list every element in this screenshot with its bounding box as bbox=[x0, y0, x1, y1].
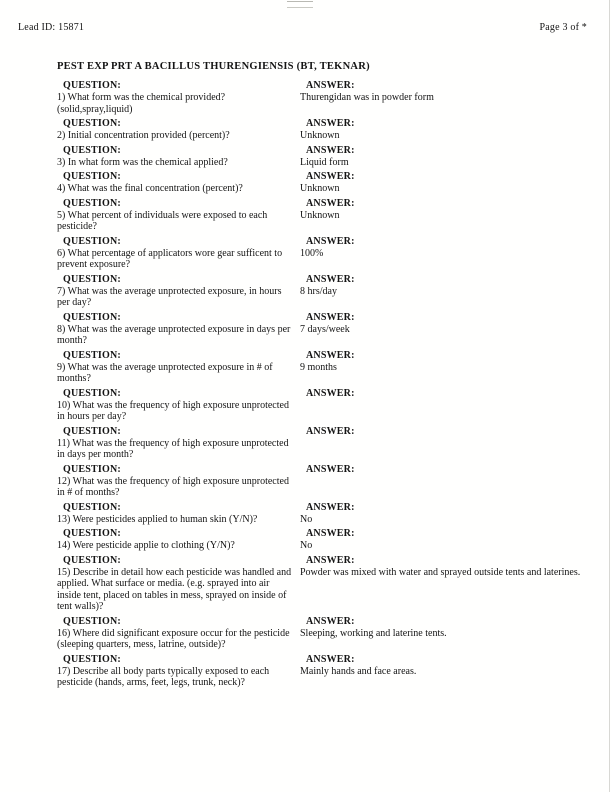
question-label: QUESTION: bbox=[63, 554, 121, 566]
answer-label: ANSWER: bbox=[306, 118, 355, 129]
question-label: QUESTION: bbox=[63, 653, 121, 665]
answer-label: ANSWER: bbox=[306, 80, 355, 91]
question-text: 10) What was the frequency of high exposure unprotected in hours per day? bbox=[57, 399, 289, 422]
qa-label-row bbox=[57, 528, 589, 540]
answer-label: ANSWER: bbox=[306, 171, 355, 182]
answer-text: Unknown bbox=[300, 130, 340, 141]
question-text: 1) What form was the chemical provided?(solid,spray,liquid) bbox=[57, 92, 226, 115]
qa-block bbox=[57, 350, 589, 385]
question-text: 8) What was the average unprotected exposure in days per month? bbox=[57, 323, 291, 346]
answer-text: No bbox=[300, 540, 313, 551]
question-label: QUESTION: bbox=[63, 80, 121, 91]
question-text: 3) In what form was the chemical applied? bbox=[57, 156, 228, 168]
question-text: 17) Describe all body parts typically exposed to each pesticide (hands, arms, feet, legs, trunk, neck)? bbox=[57, 665, 270, 688]
qa-label-row bbox=[57, 502, 589, 514]
question-text: 7) What was the average unprotected exposure, in hours per day? bbox=[57, 285, 282, 308]
answer-label: ANSWER: bbox=[306, 554, 355, 566]
question-label: QUESTION: bbox=[63, 273, 121, 285]
qa-content-row bbox=[57, 248, 589, 271]
qa-block bbox=[57, 528, 589, 552]
qa-list bbox=[57, 80, 589, 692]
question-label: QUESTION: bbox=[63, 144, 121, 156]
qa-block bbox=[57, 118, 589, 142]
answer-text: Powder was mixed with water and sprayed outside tents and laterines. bbox=[300, 566, 581, 578]
answer-label: ANSWER: bbox=[306, 349, 355, 361]
answer-text: 7 days/week bbox=[300, 323, 350, 335]
question-label: QUESTION: bbox=[63, 387, 121, 399]
qa-label-row bbox=[57, 145, 589, 157]
qa-label-row bbox=[57, 555, 589, 567]
qa-block bbox=[57, 388, 589, 423]
qa-block bbox=[57, 616, 589, 651]
question-text: 4) What was the final concentration (percent)? bbox=[57, 183, 243, 194]
answer-text: Unknown bbox=[300, 183, 340, 194]
qa-block bbox=[57, 654, 589, 689]
qa-content-row bbox=[57, 92, 589, 115]
qa-content-row bbox=[57, 540, 589, 552]
qa-content-row bbox=[57, 438, 589, 461]
qa-block bbox=[57, 312, 589, 347]
question-text: 9) What was the average unprotected exposure in # of months? bbox=[57, 361, 273, 384]
answer-label: ANSWER: bbox=[306, 501, 355, 513]
qa-label-row bbox=[57, 312, 589, 324]
answer-text: 100% bbox=[300, 247, 324, 259]
question-label: QUESTION: bbox=[63, 501, 121, 513]
answer-label: ANSWER: bbox=[306, 197, 355, 209]
question-label: QUESTION: bbox=[63, 615, 121, 627]
qa-block bbox=[57, 198, 589, 233]
answer-text: Mainly hands and face areas. bbox=[300, 665, 417, 677]
question-label: QUESTION: bbox=[63, 425, 121, 437]
question-text: 5) What percent of individuals were exposed to each pesticide? bbox=[57, 209, 268, 232]
answer-label: ANSWER: bbox=[306, 311, 355, 323]
question-label: QUESTION: bbox=[63, 463, 121, 475]
qa-label-row bbox=[57, 464, 589, 476]
document-title: PEST EXP PRT A BACILLUS THURENGIENSIS (BT, TEKNAR) bbox=[57, 61, 370, 72]
page-number: Page 3 of * bbox=[539, 22, 587, 33]
qa-block bbox=[57, 274, 589, 309]
qa-block bbox=[57, 236, 589, 271]
qa-content-row bbox=[57, 628, 589, 651]
qa-label-row bbox=[57, 616, 589, 628]
qa-content-row bbox=[57, 362, 589, 385]
qa-label-row bbox=[57, 274, 589, 286]
question-text: 11) What was the frequency of high exposure unprotected in days per month? bbox=[57, 437, 289, 460]
lead-id: Lead ID: 15871 bbox=[18, 22, 85, 33]
qa-label-row bbox=[57, 198, 589, 210]
qa-content-row bbox=[57, 157, 589, 169]
answer-label: ANSWER: bbox=[306, 387, 355, 399]
answer-label: ANSWER: bbox=[306, 235, 355, 247]
qa-content-row bbox=[57, 476, 589, 499]
question-text: 14) Were pesticide applie to clothing (Y/N)? bbox=[57, 540, 235, 551]
qa-content-row bbox=[57, 324, 589, 347]
qa-label-row bbox=[57, 80, 589, 92]
answer-text: 8 hrs/day bbox=[300, 285, 337, 297]
scan-artifact bbox=[287, 1, 313, 8]
qa-content-row bbox=[57, 286, 589, 309]
question-label: QUESTION: bbox=[63, 118, 121, 129]
question-label: QUESTION: bbox=[63, 171, 121, 182]
answer-text: 9 months bbox=[300, 361, 337, 373]
question-label: QUESTION: bbox=[63, 349, 121, 361]
answer-text: No bbox=[300, 513, 313, 525]
answer-label: ANSWER: bbox=[306, 528, 355, 539]
qa-content-row bbox=[57, 514, 589, 526]
question-text: 16) Where did significant exposure occur for the pesticide (sleeping quarters, mess, latrine, outside)? bbox=[57, 627, 290, 650]
qa-label-row bbox=[57, 388, 589, 400]
qa-label-row bbox=[57, 171, 589, 183]
answer-label: ANSWER: bbox=[306, 273, 355, 285]
qa-content-row bbox=[57, 183, 589, 195]
scan-edge-line bbox=[609, 0, 610, 792]
question-label: QUESTION: bbox=[63, 197, 121, 209]
question-text: 15) Describe in detail how each pesticide was handled and applied. What surface or media. (e.g. sprayed into air inside tent, placed on tables in mess, sprayed on inside of tent walls)? bbox=[57, 566, 292, 612]
qa-block bbox=[57, 145, 589, 169]
answer-label: ANSWER: bbox=[306, 144, 355, 156]
question-label: QUESTION: bbox=[63, 528, 121, 539]
question-text: 6) What percentage of applicators wore gear sufficent to prevent exposure? bbox=[57, 247, 283, 270]
qa-block bbox=[57, 502, 589, 526]
qa-content-row bbox=[57, 400, 589, 423]
qa-label-row bbox=[57, 236, 589, 248]
question-text: 13) Were pesticides applied to human skin (Y/N)? bbox=[57, 513, 258, 525]
qa-label-row bbox=[57, 350, 589, 362]
qa-content-row bbox=[57, 210, 589, 233]
answer-text bbox=[300, 438, 589, 461]
answer-text: Unknown bbox=[300, 209, 340, 221]
question-label: QUESTION: bbox=[63, 311, 121, 323]
question-text: 2) Initial concentration provided (percent)? bbox=[57, 130, 230, 141]
answer-text: Thurengidan was in powder form bbox=[300, 92, 434, 103]
answer-text bbox=[300, 400, 589, 423]
qa-label-row bbox=[57, 118, 589, 130]
qa-content-row bbox=[57, 666, 589, 689]
qa-content-row bbox=[57, 130, 589, 142]
qa-block bbox=[57, 555, 589, 613]
qa-label-row bbox=[57, 426, 589, 438]
answer-text: Sleeping, working and laterine tents. bbox=[300, 627, 447, 639]
answer-label: ANSWER: bbox=[306, 463, 355, 475]
answer-label: ANSWER: bbox=[306, 615, 355, 627]
answer-text: Liquid form bbox=[300, 156, 349, 168]
qa-label-row bbox=[57, 654, 589, 666]
qa-block bbox=[57, 171, 589, 195]
qa-block bbox=[57, 464, 589, 499]
page-header bbox=[18, 22, 587, 33]
qa-block bbox=[57, 80, 589, 115]
question-label: QUESTION: bbox=[63, 235, 121, 247]
answer-label: ANSWER: bbox=[306, 653, 355, 665]
qa-content-row bbox=[57, 567, 589, 613]
question-text: 12) What was the frequency of high exposure unprotected in # of months? bbox=[57, 475, 289, 498]
answer-label: ANSWER: bbox=[306, 425, 355, 437]
qa-block bbox=[57, 426, 589, 461]
answer-text bbox=[300, 476, 589, 499]
